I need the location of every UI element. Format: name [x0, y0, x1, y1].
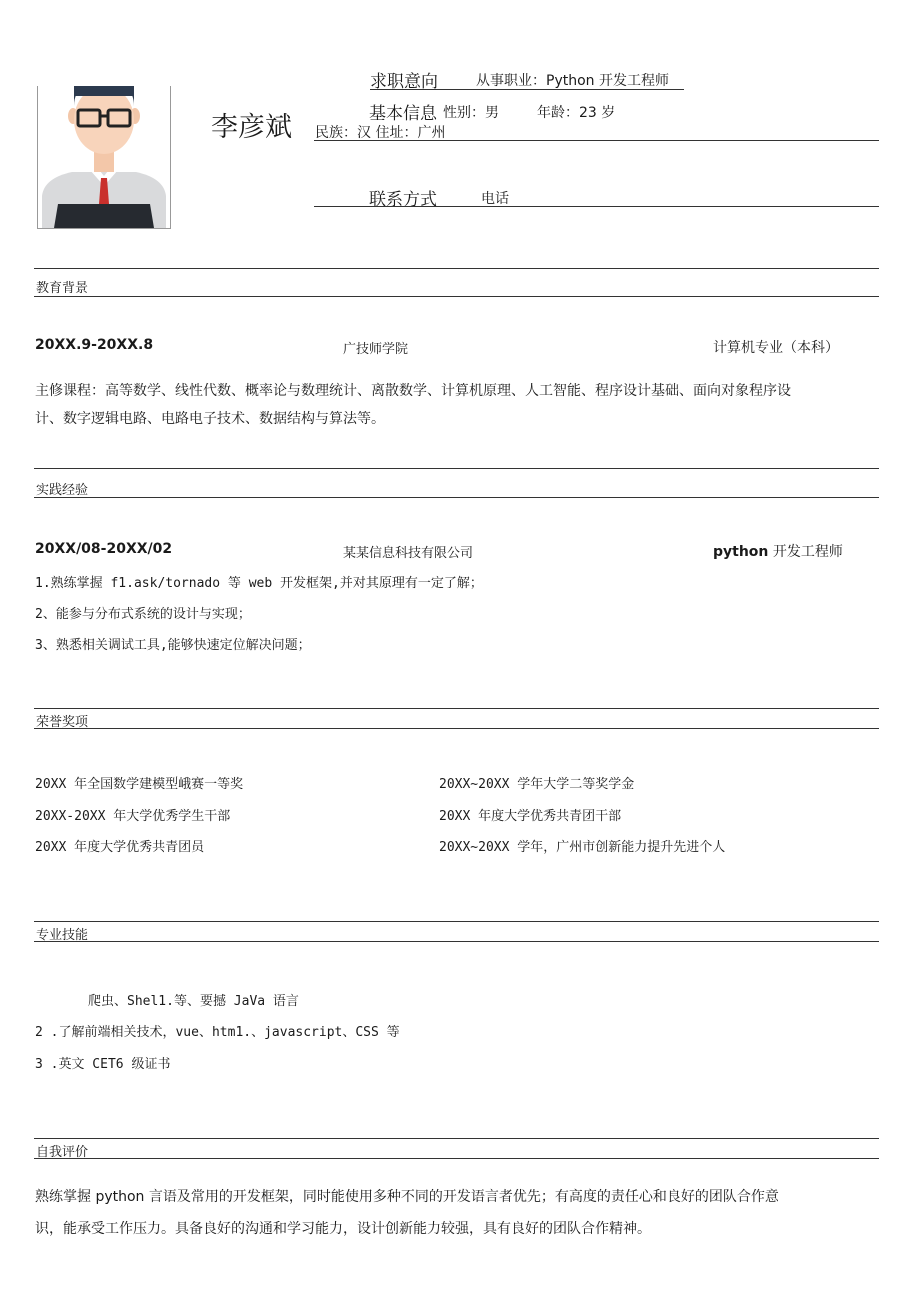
gender-value: 性别：男 [443, 105, 499, 121]
section-rule-top [34, 468, 879, 469]
self-eval-line2: 识，能承受工作压力。具备良好的沟通和学习能力，设计创新能力较强，具有良好的团队合作精神。 [35, 1221, 651, 1237]
skills-section-title: 专业技能 [36, 928, 89, 943]
section-rule-top [34, 708, 879, 709]
skill-item: 爬虫、Shel1.等、要撼 JaVa 语言 [88, 994, 299, 1009]
honor-item: 20XX 年度大学优秀共青团员 [35, 840, 205, 855]
experience-item: 3、熟悉相关调试工具,能够快速定位解决问题； [35, 638, 311, 653]
section-rule-bottom [34, 728, 879, 729]
section-rule-bottom [34, 941, 879, 942]
candidate-name: 李彦斌 [211, 112, 292, 143]
education-major: 计算机专业（本科） [713, 340, 839, 356]
honor-item: 20XX 年全国数学建模型峨赛一等奖 [35, 777, 244, 792]
experience-item: 1.熟练掌握 f1.ask/tornado 等 web 开发框架,并对其原理有一定了解； [35, 576, 483, 591]
contact-underline [314, 206, 879, 207]
ethnicity-address: 民族：汉 住址：广州 [315, 125, 446, 141]
skill-item: 2 .了解前端相关技术，vue、htm1.、javascript、CSS 等 [35, 1025, 400, 1040]
education-courses-line2: 计、数字逻辑电路、电路电子技术、数据结构与算法等。 [35, 411, 385, 427]
education-section-title: 教育背景 [36, 281, 89, 296]
job-intention-label: 求职意向 [370, 72, 438, 92]
experience-item: 2、能参与分布式系统的设计与实现； [35, 607, 251, 622]
experience-section-title: 实践经验 [36, 483, 89, 498]
job-intention-underline [370, 89, 684, 90]
experience-period: 20XX/08-20XX/02 [35, 541, 173, 557]
contact-label: 联系方式 [369, 190, 437, 210]
education-school: 广技师学院 [343, 342, 409, 357]
honor-item: 20XX~20XX 学年大学二等奖学金 [439, 777, 635, 792]
section-rule-bottom [34, 296, 879, 297]
honor-item: 20XX 年度大学优秀共青团干部 [439, 809, 622, 824]
experience-company: 某某信息科技有限公司 [343, 546, 474, 561]
education-courses-line1: 主修课程：高等数学、线性代数、概率论与数理统计、离散数学、计算机原理、人工智能、程序设计基础、面向对象程序设 [35, 383, 791, 399]
section-rule-top [34, 268, 879, 269]
age-value: 年龄：23 岁 [537, 105, 616, 121]
avatar [37, 86, 171, 229]
position-language: python [713, 544, 769, 560]
self-eval-section-title: 自我评价 [36, 1145, 89, 1160]
section-rule-bottom [34, 497, 879, 498]
experience-position [713, 541, 843, 561]
education-period: 20XX.9-20XX.8 [35, 337, 154, 353]
honor-item: 20XX~20XX 学年，广州市创新能力提升先进个人 [439, 840, 726, 855]
basic-info-label: 基本信息 [369, 104, 437, 124]
contact-value: 电话 [481, 191, 509, 207]
honors-section-title: 荣誉奖项 [36, 715, 89, 730]
job-intention-value: 从事职业：Python 开发工程师 [476, 73, 669, 89]
section-rule-bottom [34, 1158, 879, 1159]
section-rule-top [34, 921, 879, 922]
position-role: 开发工程师 [772, 544, 843, 560]
basic-info-underline [314, 140, 879, 141]
skill-item: 3 .英文 CET6 级证书 [35, 1057, 171, 1072]
section-rule-top [34, 1138, 879, 1139]
self-eval-line1: 熟练掌握 python 言语及常用的开发框架，同时能使用多种不同的开发语言者优先；有高度的责任心和良好的团队合作意 [35, 1189, 779, 1205]
honor-item: 20XX-20XX 年大学优秀学生干部 [35, 809, 231, 824]
avatar-illustration [38, 86, 170, 228]
